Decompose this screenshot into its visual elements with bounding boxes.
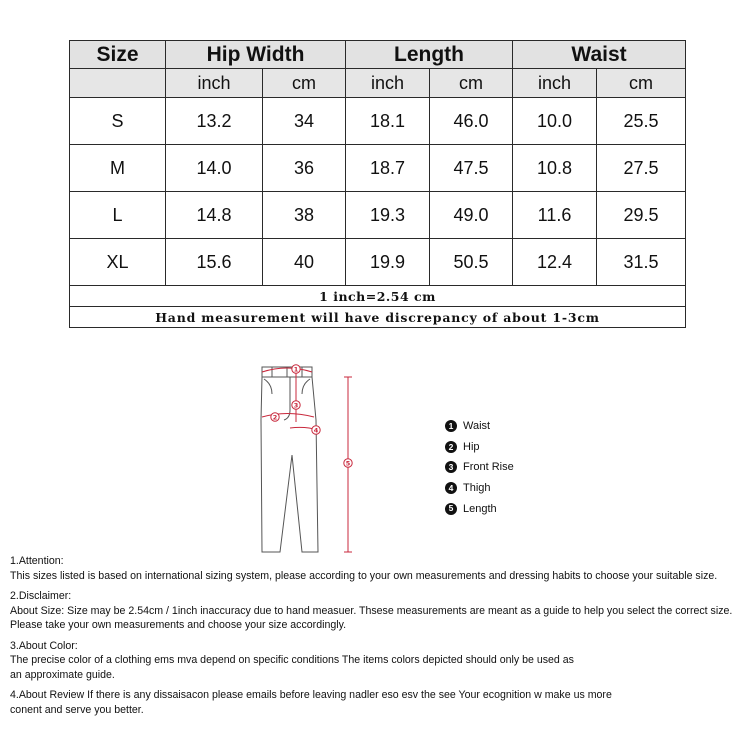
marker-2-label: 2	[272, 413, 278, 422]
marker-3-label: 3	[293, 401, 299, 410]
note-title: 2.Disclaimer:	[10, 590, 72, 602]
unit-cell: cm	[597, 69, 686, 98]
notes-section	[10, 554, 748, 723]
legend-number-badge: 4	[445, 482, 457, 494]
conversion-row	[70, 286, 686, 307]
value-cell: 19.3	[346, 192, 430, 239]
value-cell: 13.2	[166, 98, 263, 145]
value-cell: 18.1	[346, 98, 430, 145]
legend-number-badge: 1	[445, 420, 457, 432]
size-label: M	[70, 145, 166, 192]
value-cell: 38	[263, 192, 346, 239]
value-cell: 50.5	[430, 239, 513, 286]
size-label: L	[70, 192, 166, 239]
note-color	[10, 639, 748, 683]
value-cell: 10.0	[513, 98, 597, 145]
value-cell: 15.6	[166, 239, 263, 286]
note-title: 1.Attention:	[10, 555, 64, 567]
header-row	[70, 41, 686, 69]
measurement-row	[70, 307, 686, 328]
legend-label: Length	[463, 502, 497, 515]
note-review	[10, 688, 748, 717]
legend-item	[445, 457, 514, 478]
note-disclaimer	[10, 589, 748, 633]
note-line: 4.About Review If there is any dissaisacon please emails before leaving nadler eso esv the see Your ecognition w make us more	[10, 689, 612, 701]
right-pocket	[302, 379, 310, 394]
measurement-note: Hand measurement will have discrepancy of about 1-3cm	[70, 307, 686, 328]
note-line: The precise color of a clothing ems mva depend on specific conditions The items colors depicted should only be used as	[10, 654, 574, 666]
table-row	[70, 145, 686, 192]
unit-cell: cm	[263, 69, 346, 98]
value-cell: 40	[263, 239, 346, 286]
left-pocket	[264, 379, 272, 394]
waist-header: Waist	[513, 41, 686, 69]
size-chart-table	[69, 40, 686, 328]
value-cell: 12.4	[513, 239, 597, 286]
marker-5-label: 5	[345, 459, 351, 468]
value-cell: 18.7	[346, 145, 430, 192]
legend-label: Front Rise	[463, 461, 514, 474]
legend-number-badge: 5	[445, 503, 457, 515]
legend-label: Thigh	[463, 482, 491, 495]
note-line: About Size: Size may be 2.54cm / 1inch inaccuracy due to hand measuer. Thsese measurements are meant as a guide to help you select the correct size.	[10, 604, 733, 617]
note-line: Please take your own measurements and choose your size accordingly.	[10, 619, 347, 631]
note-title: 3.About Color:	[10, 639, 78, 652]
value-cell: 46.0	[430, 98, 513, 145]
value-cell: 36	[263, 145, 346, 192]
value-cell: 14.0	[166, 145, 263, 192]
table-row	[70, 192, 686, 239]
size-label: S	[70, 98, 166, 145]
length-header: Length	[346, 41, 513, 69]
legend-item	[445, 437, 514, 458]
note-line: an approximate guide.	[10, 668, 115, 681]
legend-item	[445, 416, 514, 437]
note-line: This sizes listed is based on international sizing system, please according to your own measurements and dressing habits to choose your suitable size.	[10, 569, 718, 582]
table-row	[70, 239, 686, 286]
marker-4-label: 4	[313, 426, 319, 435]
value-cell: 29.5	[597, 192, 686, 239]
unit-cell: cm	[430, 69, 513, 98]
marker-1-label: 1	[293, 365, 299, 374]
unit-cell: inch	[166, 69, 263, 98]
table-row	[70, 98, 686, 145]
legend-label: Waist	[463, 420, 491, 433]
legend-item	[445, 478, 514, 499]
unit-cell: inch	[513, 69, 597, 98]
conversion-note: 1 inch=2.54 cm	[70, 286, 686, 307]
units-row	[70, 69, 686, 98]
value-cell: 11.6	[513, 192, 597, 239]
size-header: Size	[70, 41, 166, 69]
size-label: XL	[70, 239, 166, 286]
value-cell: 10.8	[513, 145, 597, 192]
value-cell: 25.5	[597, 98, 686, 145]
legend-number-badge: 3	[445, 461, 457, 473]
hip-width-header: Hip Width	[166, 41, 346, 69]
legend-item	[445, 498, 514, 519]
value-cell: 14.8	[166, 192, 263, 239]
measurement-legend	[445, 416, 514, 519]
value-cell: 34	[263, 98, 346, 145]
value-cell: 49.0	[430, 192, 513, 239]
pants-diagram	[250, 360, 370, 560]
value-cell: 31.5	[597, 239, 686, 286]
value-cell: 47.5	[430, 145, 513, 192]
value-cell: 19.9	[346, 239, 430, 286]
unit-cell: inch	[346, 69, 430, 98]
value-cell: 27.5	[597, 145, 686, 192]
legend-number-badge: 2	[445, 441, 457, 453]
note-attention	[10, 554, 748, 583]
legend-label: Hip	[463, 440, 480, 453]
units-empty-cell	[70, 69, 166, 98]
note-line: conent and serve you better.	[10, 703, 144, 716]
